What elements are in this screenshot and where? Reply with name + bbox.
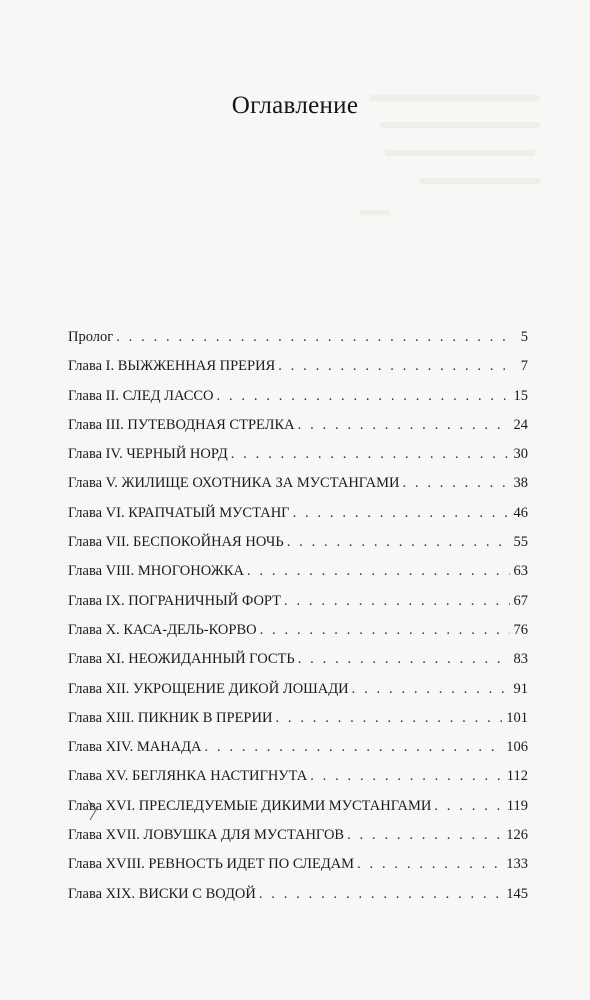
toc-entry[interactable] [68, 440, 528, 469]
toc-entry-page: 24 [513, 416, 528, 433]
toc-entry-label: Глава XVII. ЛОВУШКА ДЛЯ МУСТАНГОВ [68, 827, 345, 844]
toc-entry[interactable] [68, 411, 528, 440]
toc-entry-page: 30 [513, 446, 528, 463]
toc-entry-page: 38 [513, 475, 528, 492]
bleed-through-shadow [380, 122, 540, 128]
toc-entry[interactable] [68, 704, 528, 733]
toc-entry[interactable] [68, 382, 528, 411]
toc-entry[interactable] [68, 880, 528, 909]
dot-leader [287, 528, 510, 557]
dot-leader [116, 323, 510, 352]
dot-leader [275, 704, 502, 733]
toc-entry-label: Глава XIV. МАНАДА [68, 739, 202, 756]
toc-entry-label: Глава XIII. ПИКНИК В ПРЕРИИ [68, 709, 273, 726]
dot-leader [205, 733, 503, 762]
toc-entry[interactable] [68, 587, 528, 616]
toc-entry-page: 76 [513, 621, 528, 638]
toc-entry-page: 133 [506, 856, 528, 873]
dot-leader [217, 382, 510, 411]
toc-entry-page: 46 [513, 504, 528, 521]
toc-entry-label: Глава XVI. ПРЕСЛЕДУЕМЫЕ ДИКИМИ МУСТАНГАМИ [68, 797, 432, 814]
toc-entry[interactable] [68, 616, 528, 645]
toc-entry-label: Глава VIII. МНОГОНОЖКА [68, 563, 244, 580]
dot-leader [259, 880, 502, 909]
toc-entry-page: 119 [506, 797, 528, 814]
toc-entry-page: 63 [513, 563, 528, 580]
toc-entry-label: Глава XV. БЕГЛЯНКА НАСТИГНУТА [68, 768, 308, 785]
dot-leader [298, 411, 510, 440]
page-title: Оглавление [231, 92, 359, 119]
toc-entry-page: 112 [506, 768, 528, 785]
toc-entry-page: 5 [520, 329, 528, 345]
dot-leader [278, 352, 510, 381]
dot-leader [352, 675, 510, 704]
toc-entry-page: 83 [513, 651, 528, 668]
toc-entry-label: Глава XII. УКРОЩЕНИЕ ДИКОЙ ЛОШАДИ [68, 680, 349, 697]
dot-leader [231, 440, 510, 469]
toc-entry-label: Пролог [68, 329, 114, 345]
table-of-contents [68, 323, 528, 909]
toc-entry[interactable] [68, 792, 528, 821]
toc-entry-page: 106 [506, 739, 528, 756]
toc-entry[interactable] [68, 675, 528, 704]
dot-leader [298, 645, 510, 674]
bleed-through-shadow [420, 178, 540, 184]
toc-entry-page: 67 [513, 592, 528, 609]
toc-entry[interactable] [68, 557, 528, 586]
dot-leader [284, 587, 509, 616]
toc-entry[interactable] [68, 469, 528, 498]
dot-leader [247, 557, 510, 586]
toc-entry-label: Глава XI. НЕОЖИДАННЫЙ ГОСТЬ [68, 651, 295, 668]
toc-entry-page: 101 [506, 709, 528, 726]
toc-entry[interactable] [68, 528, 528, 557]
toc-entry[interactable] [68, 323, 528, 352]
toc-entry[interactable] [68, 645, 528, 674]
toc-entry[interactable] [68, 733, 528, 762]
dot-leader [310, 762, 503, 791]
toc-entry-label: Глава IV. ЧЕРНЫЙ НОРД [68, 446, 228, 463]
toc-entry[interactable] [68, 762, 528, 791]
toc-entry-label: Глава III. ПУТЕВОДНАЯ СТРЕЛКА [68, 416, 295, 433]
toc-entry-label: Глава II. СЛЕД ЛАССО [68, 387, 214, 404]
toc-entry-page: 7 [520, 358, 528, 375]
toc-entry[interactable] [68, 821, 528, 850]
dot-leader [357, 850, 502, 879]
toc-entry[interactable] [68, 352, 528, 381]
toc-entry-page: 15 [513, 387, 528, 404]
toc-entry-label: Глава XVIII. РЕВНОСТЬ ИДЕТ ПО СЛЕДАМ [68, 856, 355, 873]
toc-entry-label: Глава I. ВЫЖЖЕННАЯ ПРЕРИЯ [68, 358, 276, 375]
dot-leader [347, 821, 502, 850]
toc-entry-label: Глава XIX. ВИСКИ С ВОДОЙ [68, 885, 256, 902]
dot-leader [260, 616, 510, 645]
dot-leader [402, 469, 509, 498]
toc-entry-page: 91 [513, 680, 528, 697]
bleed-through-shadow [360, 210, 390, 215]
dot-leader [434, 792, 502, 821]
toc-entry[interactable] [68, 499, 528, 528]
dot-leader [293, 499, 510, 528]
toc-entry-label: Глава VII. БЕСПОКОЙНАЯ НОЧЬ [68, 534, 284, 551]
toc-entry-page: 126 [506, 827, 528, 844]
bleed-through-shadow [385, 150, 535, 156]
toc-entry[interactable] [68, 850, 528, 879]
toc-entry-page: 145 [506, 885, 528, 902]
toc-entry-label: Глава IX. ПОГРАНИЧНЫЙ ФОРТ [68, 592, 282, 609]
toc-entry-page: 55 [513, 534, 528, 551]
toc-entry-label: Глава X. КАСА-ДЕЛЬ-КОРВО [68, 621, 257, 638]
toc-entry-label: Глава V. ЖИЛИЩЕ ОХОТНИКА ЗА МУСТАНГАМИ [68, 475, 400, 492]
toc-entry-label: Глава VI. КРАПЧАТЫЙ МУСТАНГ [68, 504, 290, 521]
